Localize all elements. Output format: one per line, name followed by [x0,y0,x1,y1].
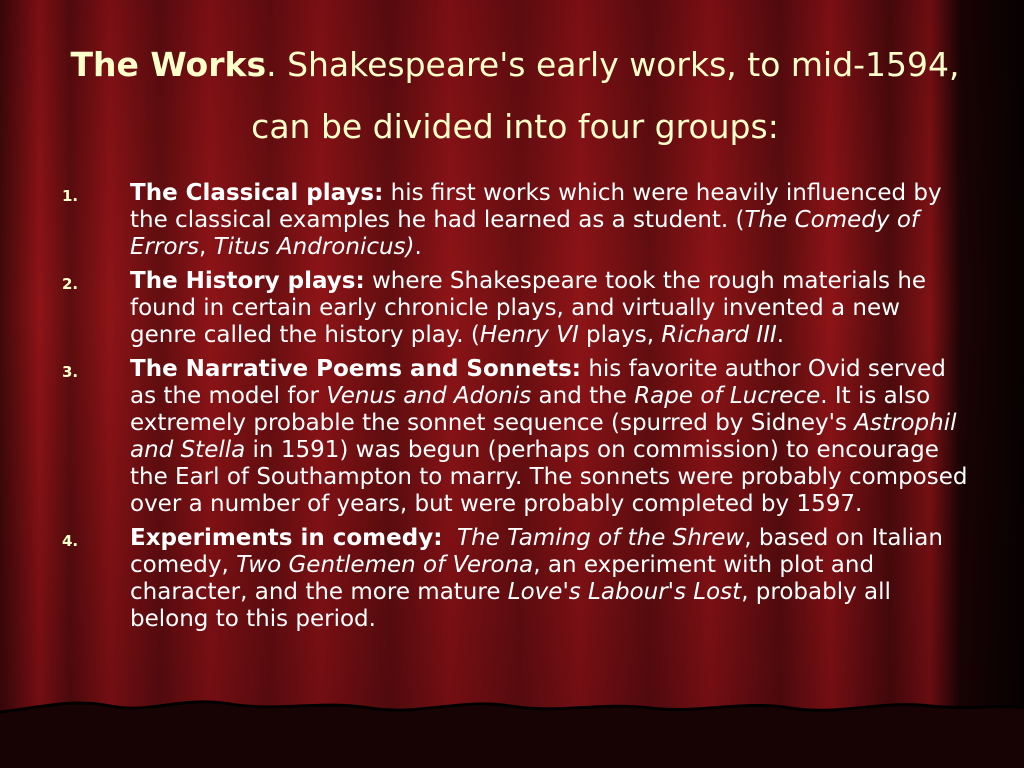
title-rest: . Shakespeare's early works, to mid-1594, can be divided into four groups: [251,45,960,146]
item-heading: The Narrative Poems and Sonnets: [130,356,582,382]
work-title: Venus and Adonis [326,383,532,409]
content-list [62,180,972,640]
list-number: 4. [62,532,79,550]
list-body [130,180,972,261]
item-heading: Experiments in comedy: [130,525,443,551]
item-text: , based on Italian comedy, [130,525,943,578]
list-number: 3. [62,363,79,381]
work-title: The Comedy of Errors [130,207,919,260]
item-text: , [198,234,214,260]
item-text: his first works which were heavily influenced by the classical examples he had learned as a student. ( [130,180,942,233]
item-text: . It is also extremely probable the sonnet sequence (spurred by Sidney's [130,383,931,436]
work-title: Love's Labour's Lost [507,579,742,605]
item-text: in 1591) was begun (perhaps on commission) to encourage the Earl of Southampton to marry. The sonnets were probably composed over a number of years, but were probably completed by 1597. [130,437,968,517]
work-title: Titus Andronicus) [213,234,415,260]
list-item [62,180,972,261]
item-heading: The History plays: [130,268,365,294]
list-item [62,525,972,633]
item-text: , probably all belong to this period. [130,579,891,632]
list-number: 1. [62,187,79,205]
item-text: plays, [578,322,662,348]
item-text: . [414,234,422,260]
list-body [130,268,972,349]
work-title: Two Gentlemen of Verona [236,552,534,578]
item-text: . [776,322,785,348]
work-title: Henry VI [479,322,579,348]
item-text: and the [531,383,635,409]
item-heading: The Classical plays: [130,180,384,206]
work-title: Richard III [661,322,777,348]
list-item [62,356,972,518]
work-title: Astrophil and Stella [130,410,957,463]
work-title: The Taming of the Shrew [457,525,745,551]
item-text: his favorite author Ovid served as the model for [130,356,946,409]
title-bold: The Works [70,45,267,84]
curtain-hem [0,678,1024,768]
item-text: , an experiment with plot and character, and the more mature [130,552,875,605]
list-body [130,356,972,518]
slide-title [50,34,980,158]
item-text [442,525,457,551]
work-title: Rape of Lucrece [634,383,821,409]
item-text: where Shakespeare took the rough materials he found in certain early chronicle plays, and virtually invented a new genre called the history play. ( [130,268,927,348]
list-item [62,268,972,349]
list-number: 2. [62,275,79,293]
list-body [130,525,972,633]
